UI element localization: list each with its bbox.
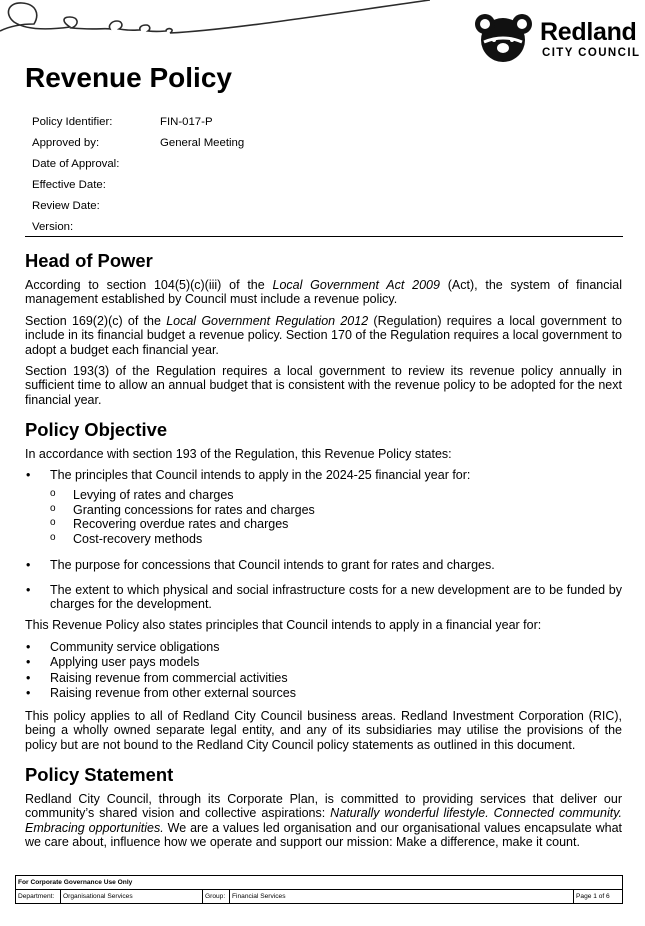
paragraph: In accordance with section 193 of the Regulation, this Revenue Policy states: [25,447,452,462]
paragraph: Section 193(3) of the Regulation requires a local government to review its revenue policy annually in sufficient time to allow an annual budget that is consistent with the revenue policy to be adopted for the next financial year. [25,364,622,407]
koala-emblem-icon [474,10,536,64]
logo-name: Redland [540,18,637,46]
sub-list [50,488,622,546]
paragraph: Redland City Council, through its Corporate Plan, is committed to providing services that deliver our community’s shared vision and collective aspirations: Naturally wonderful lifestyle. Connected community. Embracing opportunities. We are a values led organisation and our organisational values encapsulate what we care about, influence how we operate and support our mission: Make a difference, make it count. [25,791,622,850]
paragraph: Section 169(2)(c) of the Local Government Regulation 2012 (Regulation) requires a local government to include in its financial budget a revenue policy. Section 170 of the Regulation requires a local government to adopt a budget each financial year. [25,313,622,357]
meta-value [160,195,623,216]
footer-group-value: Financial Services [230,890,574,904]
sub-list-item: o Granting concessions for rates and charges [50,503,622,518]
meta-label: Effective Date: [32,178,106,191]
principles-list [25,640,622,701]
header-wave-decoration [0,0,430,45]
meta-label: Approved by: [32,136,100,149]
sub-list-item: o Recovering overdue rates and charges [50,517,622,532]
section-heading-head-of-power: Head of Power [25,250,153,271]
meta-row [32,153,623,174]
paragraph: This policy applies to all of Redland City Council business areas. Redland Investment Corporation (RIC), being a wholly owned separate legal entity, and any of its subsidiaries may utilise the provisions of the policy but are not bound to the Redland City Council policy statements as outlined in this document. [25,708,622,752]
meta-value: General Meeting [160,136,245,149]
list-item: • Community service obligations [25,640,622,654]
meta-label: Date of Approval: [32,157,120,170]
meta-label: Policy Identifier: [32,115,113,128]
list-item: • Applying user pays models [25,655,622,669]
policy-metadata-table [32,111,623,237]
meta-value [160,216,623,237]
divider [25,236,623,237]
meta-row [32,195,623,216]
objective-list [25,468,622,612]
meta-label: Version: [32,220,74,233]
paragraph: This Revenue Policy also states principles that Council intends to apply in a financial year for: [25,617,542,632]
logo-subtitle: CITY COUNCIL [542,47,641,59]
list-item: • The extent to which physical and social infrastructure costs for a new development are to be funded by charges for the development. [25,583,622,612]
list-item: • Raising revenue from other external sources [25,686,622,700]
governance-footer [15,875,623,904]
redland-logo [474,10,644,66]
meta-label: Review Date: [32,199,100,212]
footer-caption: For Corporate Governance Use Only [16,876,623,890]
footer-group-label: Group: [203,890,230,904]
footer-page-number: Page 1 of 6 [574,890,623,904]
meta-row [32,132,623,153]
list-item: • Raising revenue from commercial activities [25,671,622,685]
paragraph: According to section 104(5)(c)(iii) of the Local Government Act 2009 (Act), the system of financial management established by Council must include a revenue policy. [25,278,622,307]
meta-value [160,174,623,195]
section-heading-policy-objective: Policy Objective [25,419,168,441]
list-item: • The purpose for concessions that Council intends to grant for rates and charges. [25,558,622,572]
meta-value: FIN-017-P [160,115,213,128]
page-title: Revenue Policy [25,62,232,93]
section-heading-policy-statement: Policy Statement [25,763,174,785]
meta-row [32,216,623,237]
policy-body [25,250,622,857]
meta-value [160,153,623,174]
meta-row [32,111,623,132]
sub-list-item: o Cost-recovery methods [50,532,622,547]
footer-department-value: Organisational Services [61,890,203,904]
meta-row [32,174,623,195]
list-item: • The principles that Council intends to apply in the 2024-25 financial year for: o Levying of rates and charges o Granting concessions for rates and charges o Recovering overdue rates and charges o Cost-recovery methods [25,468,622,547]
sub-list-item: o Levying of rates and charges [50,488,622,503]
footer-department-label: Department: [16,890,61,904]
